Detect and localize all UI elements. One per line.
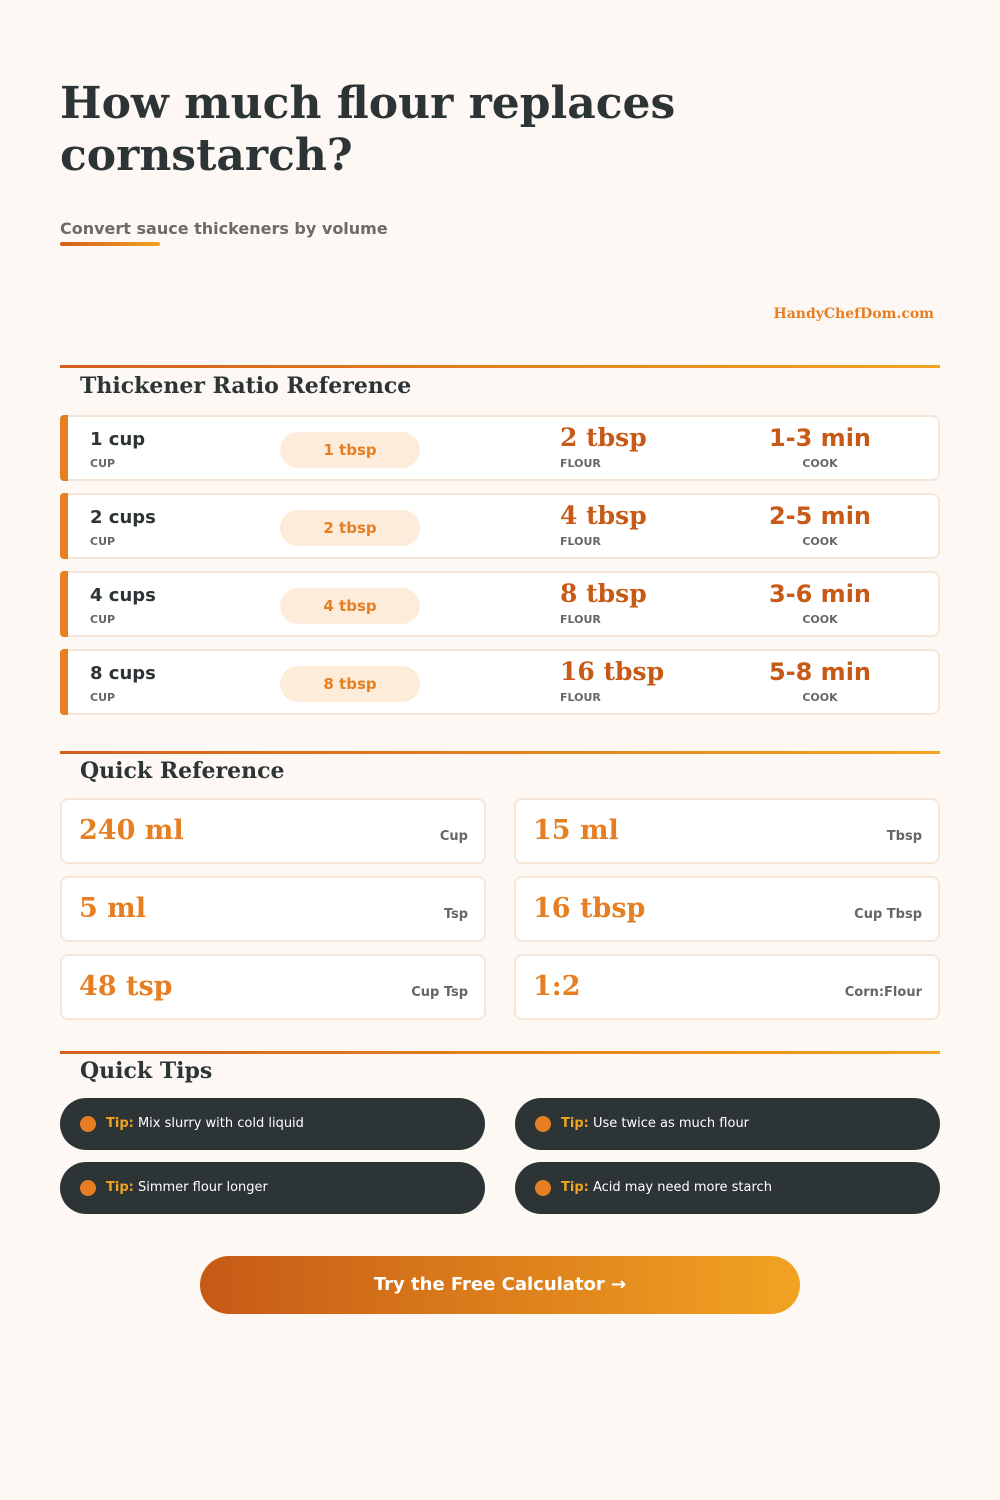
- tip-pill: [60, 1098, 485, 1150]
- reference-value: 1:2: [533, 971, 581, 1002]
- tip-label: Tip:: [561, 1180, 589, 1195]
- cook-time: 1-3 min: [768, 424, 872, 452]
- page-subtitle: Convert sauce thickeners by volume: [60, 219, 388, 238]
- tip-label: Tip:: [106, 1116, 134, 1131]
- cook-label: COOK: [802, 691, 838, 704]
- reference-value: 240 ml: [79, 815, 184, 846]
- reference-card: [514, 954, 940, 1020]
- bullet-dot-icon: [535, 1180, 551, 1196]
- tip-pill: [515, 1162, 940, 1214]
- flour-amount: 4 tbsp: [560, 501, 647, 530]
- reference-value: 16 tbsp: [533, 893, 646, 924]
- liquid-amount: 8 cups: [90, 663, 156, 684]
- tip-text: Simmer flour longer: [137, 1180, 268, 1195]
- row-accent-bar: [60, 415, 68, 481]
- reference-label: Cup: [439, 829, 468, 844]
- cook-time: 3-6 min: [768, 580, 872, 608]
- cornstarch-pill: 2 tbsp: [280, 510, 420, 546]
- reference-card: [60, 954, 486, 1020]
- tip-pill: [60, 1162, 485, 1214]
- ratio-row: [60, 571, 940, 637]
- section-divider: [60, 1051, 940, 1054]
- flour-label: FLOUR: [560, 691, 601, 704]
- tip-label: Tip:: [106, 1180, 134, 1195]
- tip-text: Mix slurry with cold liquid: [137, 1116, 304, 1131]
- reference-label: Tbsp: [886, 829, 922, 844]
- cornstarch-pill: 4 tbsp: [280, 588, 420, 624]
- ratio-section-title: Thickener Ratio Reference: [80, 373, 412, 399]
- reference-label: Cup Tsp: [411, 985, 468, 1000]
- reference-card: [514, 876, 940, 942]
- liquid-amount: 4 cups: [90, 585, 156, 606]
- ratio-row: [60, 493, 940, 559]
- cornstarch-pill: 8 tbsp: [280, 666, 420, 702]
- reference-card: [60, 798, 486, 864]
- flour-label: FLOUR: [560, 457, 601, 470]
- cook-label: COOK: [802, 535, 838, 548]
- cornstarch-pill: 1 tbsp: [280, 432, 420, 468]
- reference-value: 5 ml: [79, 893, 147, 924]
- flour-label: FLOUR: [560, 535, 601, 548]
- tip-text: Acid may need more starch: [592, 1180, 772, 1195]
- tip-label: Tip:: [561, 1116, 589, 1131]
- reference-label: Tsp: [443, 907, 468, 922]
- row-accent-bar: [60, 571, 68, 637]
- liquid-unit: CUP: [90, 535, 116, 548]
- cook-time: 5-8 min: [768, 658, 872, 686]
- liquid-amount: 2 cups: [90, 507, 156, 528]
- reference-value: 15 ml: [533, 815, 619, 846]
- section-divider: [60, 751, 940, 754]
- reference-value: 48 tsp: [79, 971, 173, 1002]
- reference-card: [514, 798, 940, 864]
- reference-label: Corn:Flour: [844, 985, 922, 1000]
- subtitle-underline: [60, 242, 160, 246]
- quick-tips-title: Quick Tips: [80, 1058, 213, 1084]
- row-accent-bar: [60, 649, 68, 715]
- section-divider: [60, 365, 940, 368]
- flour-amount: 16 tbsp: [560, 657, 665, 686]
- reference-card: [60, 876, 486, 942]
- ratio-row: [60, 415, 940, 481]
- row-accent-bar: [60, 493, 68, 559]
- tip-pill: [515, 1098, 940, 1150]
- flour-amount: 2 tbsp: [560, 423, 647, 452]
- quick-reference-title: Quick Reference: [80, 758, 285, 784]
- brand-link[interactable]: HandyChefDom.com: [773, 306, 934, 322]
- bullet-dot-icon: [80, 1180, 96, 1196]
- cook-time: 2-5 min: [768, 502, 872, 530]
- page-title: How much flour replaces cornstarch?: [60, 78, 676, 181]
- liquid-unit: CUP: [90, 457, 116, 470]
- liquid-unit: CUP: [90, 691, 116, 704]
- calculator-cta-button[interactable]: Try the Free Calculator →: [200, 1256, 800, 1314]
- cook-label: COOK: [802, 613, 838, 626]
- liquid-unit: CUP: [90, 613, 116, 626]
- ratio-row: [60, 649, 940, 715]
- reference-label: Cup Tbsp: [854, 907, 922, 922]
- liquid-amount: 1 cup: [90, 429, 146, 450]
- bullet-dot-icon: [80, 1116, 96, 1132]
- tip-text: Use twice as much flour: [592, 1116, 750, 1131]
- flour-label: FLOUR: [560, 613, 601, 626]
- bullet-dot-icon: [535, 1116, 551, 1132]
- cook-label: COOK: [802, 457, 838, 470]
- flour-amount: 8 tbsp: [560, 579, 647, 608]
